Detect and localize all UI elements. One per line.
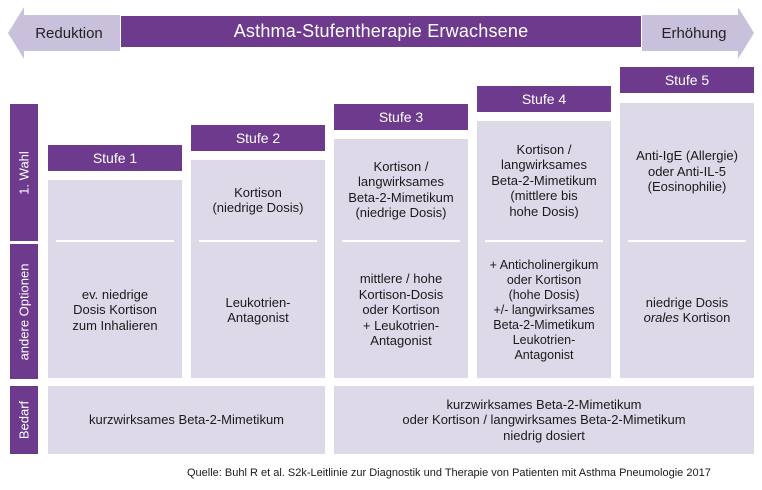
step-4-other-line: +/- langwirksames	[493, 302, 595, 317]
step-4-header: Stufe 4	[477, 86, 611, 112]
step-5-other-line	[644, 310, 731, 326]
step-1-column	[48, 180, 182, 378]
step-5-other-line: niedrige Dosis	[645, 294, 729, 310]
step-1-other-options	[48, 242, 182, 378]
step-5-oral-italic: orales	[643, 310, 680, 325]
step-1-first-choice	[48, 180, 182, 240]
step-4-other-line: (hohe Dosis)	[508, 287, 580, 302]
row-label-demand	[10, 386, 38, 454]
step-5-first-line: oder Anti-IL-5	[647, 163, 727, 179]
demand-steps-3-5	[334, 386, 754, 454]
step-2-first-choice	[191, 160, 325, 240]
step-4-first-line: langwirksames	[501, 157, 587, 173]
step-2-other-line: Leukotrien-	[225, 294, 291, 310]
step-1-other-line: ev. niedrige	[81, 286, 149, 302]
step-3-other-line: oder Kortison	[362, 302, 440, 318]
row-label-other-options-text: andere Optionen	[16, 263, 32, 360]
step-4-first-line: Beta-2-Mimetikum	[491, 172, 597, 188]
demand-line: niedrig dosiert	[503, 427, 585, 443]
row-label-demand-text: Bedarf	[16, 400, 32, 440]
demand-line: kurzwirksames Beta-2-Mimetikum	[446, 396, 642, 412]
step-4-column	[477, 121, 611, 378]
reduction-label: Reduktion	[35, 24, 103, 42]
row-label-first-choice	[10, 104, 38, 241]
step-5-header: Stufe 5	[620, 67, 754, 93]
step-5-first-line: (Eosinophilie)	[647, 179, 727, 195]
step-2-first-line: (niedrige Dosis)	[212, 200, 304, 215]
step-4-first-choice	[477, 121, 611, 240]
page-title: Asthma-Stufentherapie Erwachsene	[121, 16, 641, 47]
step-3-other-line: Kortison-Dosis	[358, 286, 444, 302]
step-3-first-line: Beta-2-Mimetikum	[348, 189, 454, 205]
step-5-other-options	[620, 242, 754, 378]
step-3-first-choice	[334, 139, 468, 240]
step-2-column	[191, 160, 325, 378]
demand-line: oder Kortison / langwirksames Beta-2-Mimetikum	[402, 412, 686, 428]
step-4-other-line: Beta-2-Mimetikum	[493, 317, 595, 332]
step-3-first-line: langwirksames	[358, 174, 444, 189]
source-citation: Quelle: Buhl R et al. S2k-Leitlinie zur Diagnostik und Therapie von Patienten mit Asthma Pneumologie 2017	[187, 467, 711, 479]
increase-label: Erhöhung	[661, 24, 727, 42]
step-4-other-line: Leukotrien-	[512, 332, 576, 347]
step-1-other-line: zum Inhalieren	[72, 317, 158, 333]
step-4-other-options	[477, 242, 611, 378]
step-5-oral-rest: Kortison	[679, 310, 731, 325]
demand-steps-1-2: kurzwirksames Beta-2-Mimetikum	[48, 386, 325, 454]
step-3-first-line: (niedrige Dosis)	[355, 205, 447, 220]
step-3-other-line: + Leukotrien-	[362, 317, 440, 333]
step-2-header: Stufe 2	[191, 125, 325, 151]
step-1-header: Stufe 1	[48, 145, 182, 171]
step-5-first-line: Anti-IgE (Allergie)	[636, 148, 738, 164]
step-4-first-line: hohe Dosis)	[509, 203, 579, 219]
step-3-column	[334, 139, 468, 378]
step-4-other-line: Antagonist	[514, 347, 574, 362]
row-label-first-choice-text: 1. Wahl	[16, 150, 32, 195]
step-3-other-options	[334, 242, 468, 378]
row-label-other-options	[10, 244, 38, 379]
step-5-first-choice	[620, 103, 754, 240]
step-4-first-line: (mittlere bis	[510, 188, 578, 204]
step-2-other-line: Antagonist	[227, 310, 289, 325]
step-3-first-line: Kortison /	[373, 158, 429, 174]
step-1-other-line: Dosis Kortison	[73, 302, 157, 318]
step-2-other-options	[191, 242, 325, 378]
step-4-other-line: oder Kortison	[506, 272, 582, 287]
step-3-header: Stufe 3	[334, 104, 468, 130]
step-5-column	[620, 103, 754, 378]
step-2-first-line: Kortison	[234, 184, 282, 200]
step-4-first-line: Kortison /	[516, 141, 572, 157]
step-4-other-line: + Anticholinergikum	[489, 257, 599, 272]
step-3-other-line: mittlere / hohe	[359, 271, 443, 287]
step-3-other-line: Antagonist	[370, 333, 432, 349]
